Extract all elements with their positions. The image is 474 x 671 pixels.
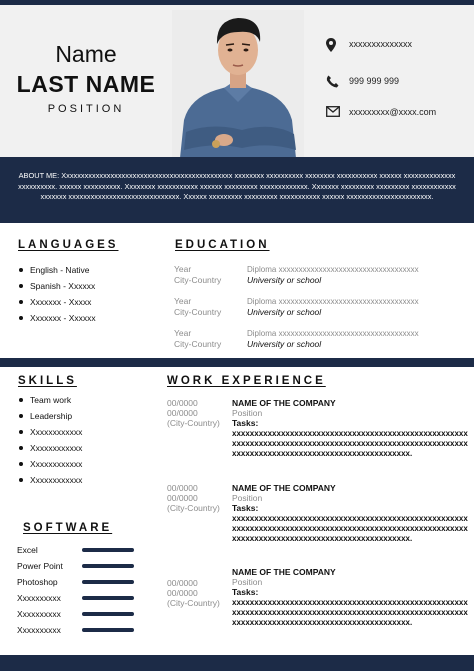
- software-name: Xxxxxxxxxx: [17, 593, 61, 603]
- work-tasks: xxxxxxxxxxxxxxxxxxxxxxxxxxxxxxxxxxxxxxxxxxxxxxxxxxxxxxxxxxxxxxxxxxxxxxxxxxxxxxxxxxxxxxxxxxxxxxxxxxxxxxxxxxxxxxxxxxxxxxxxxxxxxxxxxxxxxxxxxxxxxxxxxx.: [232, 429, 468, 459]
- software-row: [17, 545, 137, 561]
- software-row: [17, 625, 137, 641]
- skills-list: [19, 395, 82, 491]
- profile-photo: [172, 10, 304, 158]
- contact-email-text[interactable]: xxxxxxxxx@xxxx.com: [349, 107, 437, 117]
- list-item: Spanish - Xxxxxx: [19, 281, 96, 297]
- work-start-date: 00/0000: [167, 483, 198, 493]
- work-end-date: 00/0000: [167, 493, 198, 503]
- work-company: NAME OF THE COMPANY: [232, 483, 336, 493]
- about-me-text: ABOUT ME: Xxxxxxxxxxxxxxxxxxxxxxxxxxxxxxxxxxxxxxxxxxxxxx xxxxxxxx xxxxxxxxxx xxxxxxxx xxxxxxxxxxx xxxxxx xxxxxxxxxxxxxxxxxxxxxxxx. xxxxxx xxxxxxxxxx. Xxxxxxxx xxxxxxxxxxx xxxxxx xxxxxxxxx xxxxxxxxxxxxx. Xxxxxxx xxxxxxxxx xxxxxxxxx xxxxxxxxxxxx xxxxxxx xxxxxxxxxxxxxxxxxxxxxxxxxxxxxx. Xxxxxx xxxxxxxxx xxxxxxxxx xxxxxxxxxxx xxxxxx xxxxxxxxxxxxxxxxxxxxxxx.: [18, 171, 456, 201]
- software-name: Power Point: [17, 561, 63, 571]
- list-item: Xxxxxxx - Xxxxxx: [19, 313, 96, 329]
- list-item: Xxxxxxxxxxxx: [19, 459, 82, 475]
- languages-title: LANGUAGES: [18, 239, 119, 251]
- skills-title: SKILLS: [18, 375, 77, 387]
- software-level-bar: [82, 580, 134, 584]
- last-name: LAST NAME: [16, 71, 156, 97]
- contact-phone: [322, 74, 472, 90]
- contact-location: [322, 37, 472, 53]
- education-year: Year City-Country: [174, 328, 222, 349]
- work-tasks: xxxxxxxxxxxxxxxxxxxxxxxxxxxxxxxxxxxxxxxxxxxxxxxxxxxxxxxxxxxxxxxxxxxxxxxxxxxxxxxxxxxxxxxxxxxxxxxxxxxxxxxxxxxxxxxxxxxxxxxxxxxxxxxxxxxxxxxxxxxxxxxxxx.: [232, 514, 468, 544]
- work-start-date: 00/0000: [167, 398, 198, 408]
- list-item: English - Native: [19, 265, 96, 281]
- work-end-date: 00/0000: [167, 408, 198, 418]
- list-item: Xxxxxxxxxxxx: [19, 427, 82, 443]
- work-end-date: 00/0000: [167, 588, 198, 598]
- work-start-date: 00/0000: [167, 578, 198, 588]
- work-entry: [167, 567, 467, 647]
- software-level-bar: [82, 628, 134, 632]
- software-row: [17, 577, 137, 593]
- resume-header: [0, 5, 474, 157]
- work-entry: [167, 398, 467, 478]
- work-location: (City-Country): [167, 418, 220, 428]
- education-entry: [174, 328, 464, 358]
- software-name: Excel: [17, 545, 38, 555]
- software-level-bar: [82, 596, 134, 600]
- contact-location-text: xxxxxxxxxxxxxx: [349, 39, 412, 49]
- education-diploma: Diploma xxxxxxxxxxxxxxxxxxxxxxxxxxxxxxxxxxx: [247, 265, 419, 274]
- work-tasks-label: Tasks:: [232, 418, 259, 428]
- education-school: University or school: [247, 307, 322, 317]
- education-year: Year City-Country: [174, 296, 222, 317]
- list-item: Xxxxxxxxxxxx: [19, 475, 82, 491]
- education-diploma: Diploma xxxxxxxxxxxxxxxxxxxxxxxxxxxxxxxxxxx: [247, 329, 419, 338]
- envelope-icon: [326, 106, 340, 117]
- profile-photo-illustration: [172, 10, 304, 158]
- work-location: (City-Country): [167, 598, 220, 608]
- list-item: Xxxxxxx - Xxxxx: [19, 297, 96, 313]
- software-level-bar: [82, 564, 134, 568]
- software-row: [17, 609, 137, 625]
- languages-list: [19, 265, 96, 329]
- work-tasks-label: Tasks:: [232, 587, 259, 597]
- education-year: Year City-Country: [174, 264, 222, 285]
- about-me-band: [0, 157, 474, 223]
- position-title: POSITION: [47, 103, 125, 115]
- work-tasks: xxxxxxxxxxxxxxxxxxxxxxxxxxxxxxxxxxxxxxxxxxxxxxxxxxxxxxxxxxxxxxxxxxxxxxxxxxxxxxxxxxxxxxxxxxxxxxxxxxxxxxxxxxxxxxxxxxxxxxxxxxxxxxxxxxxxxxxxxxxxxxxxxx.: [232, 598, 468, 628]
- first-name: Name: [55, 41, 117, 67]
- location-pin-icon: [326, 38, 336, 52]
- name-block: [0, 5, 172, 157]
- contact-email: [322, 105, 472, 121]
- software-level-bar: [82, 548, 134, 552]
- work-position: Position: [232, 577, 263, 587]
- education-entry: [174, 296, 464, 326]
- software-title: SOFTWARE: [23, 522, 113, 534]
- software-row: [17, 593, 137, 609]
- software-row: [17, 561, 137, 577]
- work-position: Position: [232, 408, 263, 418]
- work-company: NAME OF THE COMPANY: [232, 567, 336, 577]
- list-item: Team work: [19, 395, 82, 411]
- contact-phone-text[interactable]: 999 999 999: [349, 76, 400, 86]
- work-position: Position: [232, 493, 263, 503]
- software-level-bar: [82, 612, 134, 616]
- work-location: (City-Country): [167, 503, 220, 513]
- software-name: Xxxxxxxxxx: [17, 609, 61, 619]
- list-item: Xxxxxxxxxxxx: [19, 443, 82, 459]
- work-company: NAME OF THE COMPANY: [232, 398, 336, 408]
- education-entry: [174, 264, 464, 294]
- education-school: University or school: [247, 275, 322, 285]
- phone-icon: [326, 75, 339, 88]
- education-title: EDUCATION: [175, 239, 270, 251]
- education-school: University or school: [247, 339, 322, 349]
- work-tasks-label: Tasks:: [232, 503, 259, 513]
- work-experience-title: WORK EXPERIENCE: [167, 375, 326, 387]
- section-divider: [0, 358, 474, 367]
- education-diploma: Diploma xxxxxxxxxxxxxxxxxxxxxxxxxxxxxxxxxxx: [247, 297, 419, 306]
- list-item: Leadership: [19, 411, 82, 427]
- bottom-accent-bar: [0, 655, 474, 671]
- software-name: Photoshop: [17, 577, 58, 587]
- work-entry: [167, 483, 467, 563]
- software-name: Xxxxxxxxxx: [17, 625, 61, 635]
